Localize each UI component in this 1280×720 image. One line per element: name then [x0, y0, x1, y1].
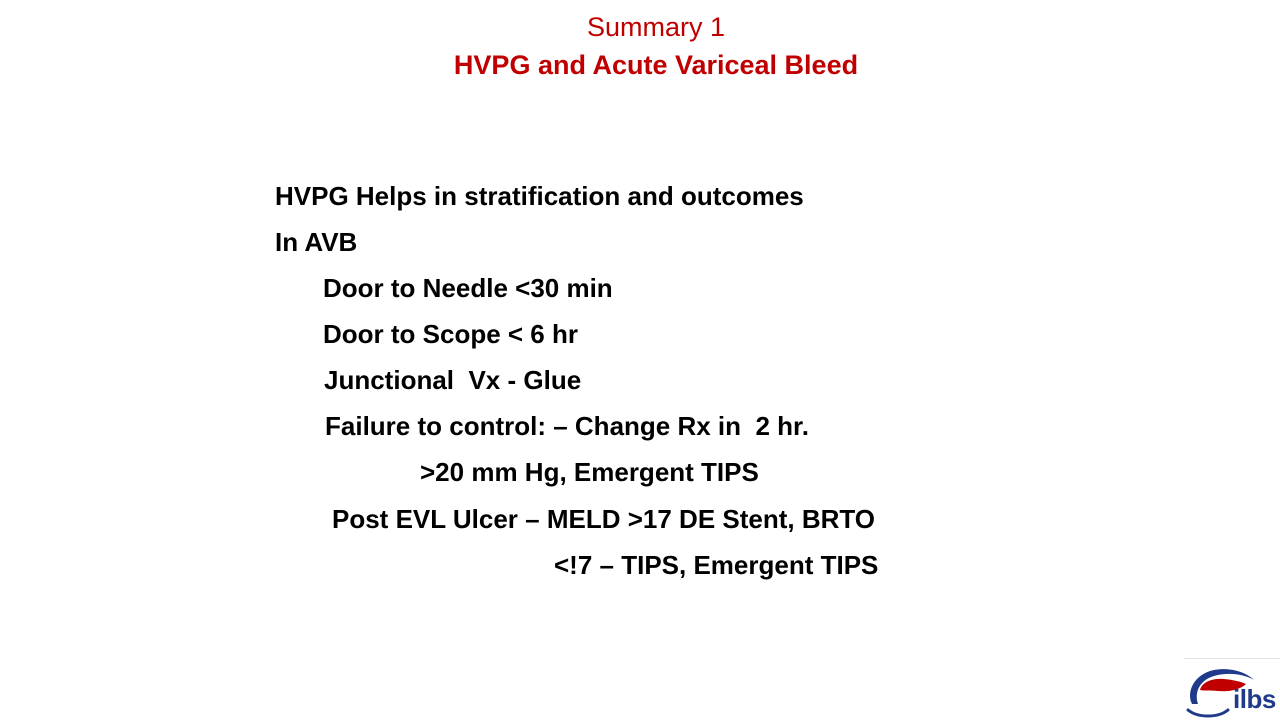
logo-divider — [1184, 658, 1280, 659]
body-line-2: In AVB — [275, 227, 358, 257]
body-line-4: Door to Scope < 6 hr — [323, 319, 578, 349]
body-line-6: Failure to control: – Change Rx in 2 hr. — [325, 411, 809, 441]
ilbs-logo — [1184, 658, 1280, 720]
body-line-1: HVPG Helps in stratification and outcomes — [275, 181, 804, 211]
body-line-9: <!7 – TIPS, Emergent TIPS — [554, 550, 879, 580]
body-line-5: Junctional Vx - Glue — [324, 365, 582, 395]
logo-text: ilbs — [1233, 684, 1276, 714]
body-line-7: >20 mm Hg, Emergent TIPS — [420, 457, 759, 487]
slide-title: Summary 1 — [586, 12, 726, 42]
body-line-3: Door to Needle <30 min — [323, 273, 613, 303]
slide-subtitle: HVPG and Acute Variceal Bleed — [453, 50, 859, 80]
body-line-8: Post EVL Ulcer – MELD >17 DE Stent, BRTO — [332, 504, 876, 534]
